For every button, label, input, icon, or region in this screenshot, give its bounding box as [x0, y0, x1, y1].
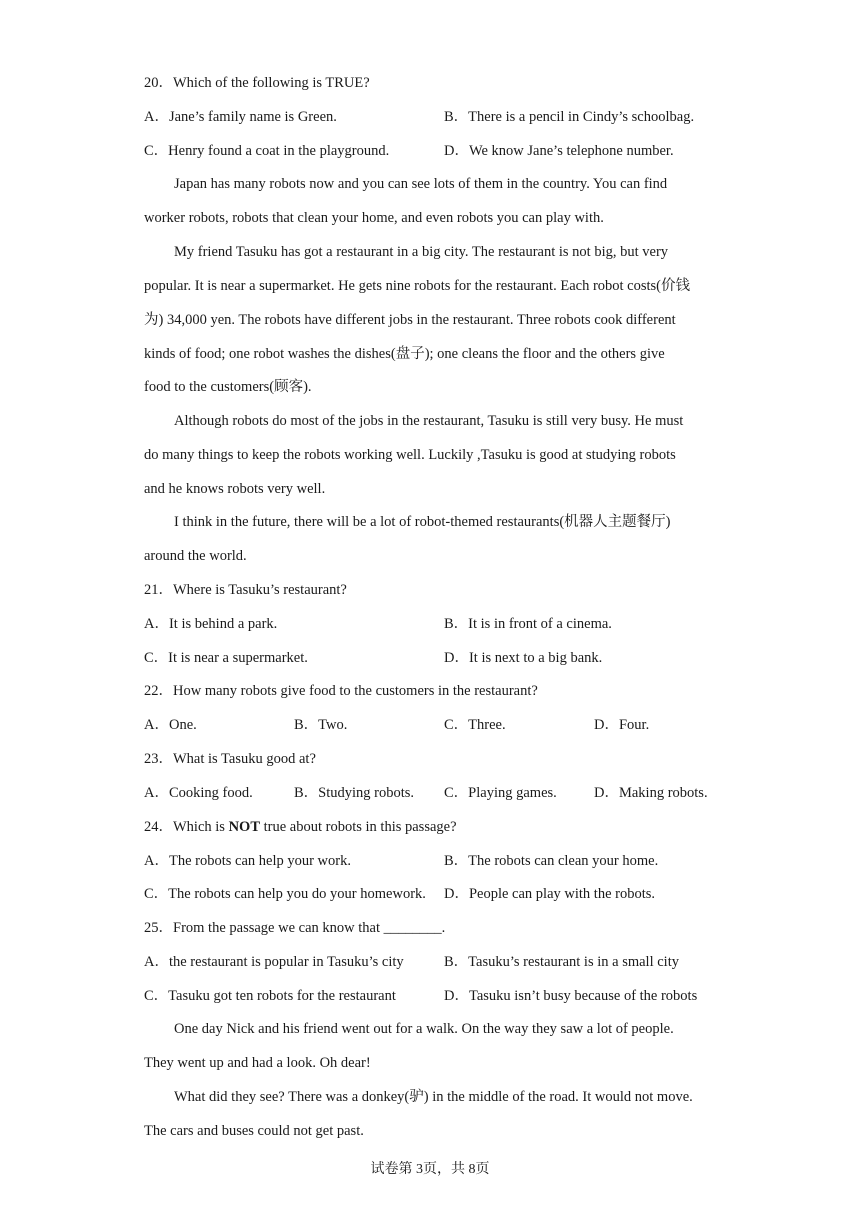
passage2-p1-line2: worker robots, robots that clean your home, and even robots you can play with. [144, 210, 604, 226]
q24-option-d[interactable]: D．People can play with the robots. [444, 886, 656, 902]
q24-options-row1 [144, 849, 734, 873]
q21-options-row2 [144, 646, 734, 670]
passage2-p4-line1: I think in the future, there will be a lot of robot-themed restaurants(机器人主题餐厅) [174, 514, 671, 530]
q25-option-a[interactable]: A．the restaurant is popular in Tasuku’s city [144, 954, 404, 970]
passage2-p4-line2: around the world. [144, 548, 247, 564]
q22-stem: 22．How many robots give food to the customers in the restaurant? [144, 683, 538, 699]
q25-option-c[interactable]: C．Tasuku got ten robots for the restaurant [144, 988, 396, 1004]
q21-option-d[interactable]: D．It is next to a big bank. [444, 650, 603, 666]
q20-option-c[interactable]: C．Henry found a coat in the playground. [144, 143, 390, 159]
q24-option-b[interactable]: B．The robots can clean your home. [444, 853, 659, 869]
q20-stem: 20．Which of the following is TRUE? [144, 75, 370, 91]
q20-option-d[interactable]: D．We know Jane’s telephone number. [444, 143, 674, 159]
q22-option-a[interactable]: A．One. [144, 717, 197, 733]
passage3-p2-line1: What did they see? There was a donkey(驴) in the middle of the road. It would not move. [174, 1089, 693, 1105]
q21-stem: 21．Where is Tasuku’s restaurant? [144, 582, 347, 598]
passage2-p3-line2: do many things to keep the robots working well. Luckily ,Tasuku is good at studying robots [144, 447, 676, 463]
q23-option-a[interactable]: A．Cooking food. [144, 785, 253, 801]
q21-option-b[interactable]: B．It is in front of a cinema. [444, 616, 612, 632]
q25-option-b[interactable]: B．Tasuku’s restaurant is in a small city [444, 954, 679, 970]
q24-stem-post: true about robots in this passage? [260, 819, 457, 835]
passage2-p2-line1: My friend Tasuku has got a restaurant in a big city. The restaurant is not big, but very [174, 244, 669, 260]
q20-option-b[interactable]: B．There is a pencil in Cindy’s schoolbag. [444, 109, 695, 125]
q21-options-row1 [144, 612, 734, 636]
passage2-p2-line2: popular. It is near a supermarket. He gets nine robots for the restaurant. Each robot costs(价钱 [144, 278, 691, 294]
passage2-p2-line5: food to the customers(顾客). [144, 379, 312, 395]
passage2-p2-line3: 为) 34,000 yen. The robots have different jobs in the restaurant. Three robots cook different [144, 312, 676, 328]
q24-stem-emphasis: NOT [228, 819, 260, 835]
q21-option-c[interactable]: C．It is near a supermarket. [144, 650, 308, 666]
q25-options-row2 [144, 984, 734, 1008]
passage2-p2-line4: kinds of food; one robot washes the dishes(盘子); one cleans the floor and the others give [144, 346, 665, 362]
passage3-p2-line2: The cars and buses could not get past. [144, 1123, 364, 1139]
q24-option-a[interactable]: A．The robots can help your work. [144, 853, 351, 869]
q23-option-d[interactable]: D．Making robots. [594, 785, 708, 801]
q20-options-row1 [144, 105, 734, 129]
passage2-p3-line3: and he knows robots very well. [144, 481, 326, 497]
q22-option-d[interactable]: D．Four. [594, 717, 650, 733]
q23-option-b[interactable]: B．Studying robots. [294, 785, 415, 801]
q25-stem: 25．From the passage we can know that ________. [144, 920, 446, 936]
q22-options-row [144, 713, 734, 737]
q21-option-a[interactable]: A．It is behind a park. [144, 616, 278, 632]
page-footer: 试卷第 3页，共 8页 [370, 1162, 490, 1177]
q24-option-c[interactable]: C．The robots can help you do your homework. [144, 886, 426, 902]
passage3-p1-line1: One day Nick and his friend went out for a walk. On the way they saw a lot of people. [174, 1021, 674, 1037]
q23-options-row [144, 781, 734, 805]
q25-option-d[interactable]: D．Tasuku isn’t busy because of the robots [444, 988, 698, 1004]
passage2-p3-line1: Although robots do most of the jobs in the restaurant, Tasuku is still very busy. He must [174, 413, 684, 429]
q24-options-row2 [144, 882, 734, 906]
q24-stem [144, 815, 734, 839]
q20-option-a[interactable]: A．Jane’s family name is Green. [144, 109, 337, 125]
q25-options-row1 [144, 950, 734, 974]
passage2-p1-line1: Japan has many robots now and you can see lots of them in the country. You can find [174, 176, 668, 192]
q20-options-row2 [144, 139, 734, 163]
q23-stem: 23．What is Tasuku good at? [144, 751, 316, 767]
q22-option-b[interactable]: B．Two. [294, 717, 348, 733]
passage3-p1-line2: They went up and had a look. Oh dear! [144, 1055, 371, 1071]
q22-option-c[interactable]: C．Three. [444, 717, 506, 733]
q24-stem-pre: 24．Which is [144, 819, 229, 835]
q23-option-c[interactable]: C．Playing games. [444, 785, 557, 801]
